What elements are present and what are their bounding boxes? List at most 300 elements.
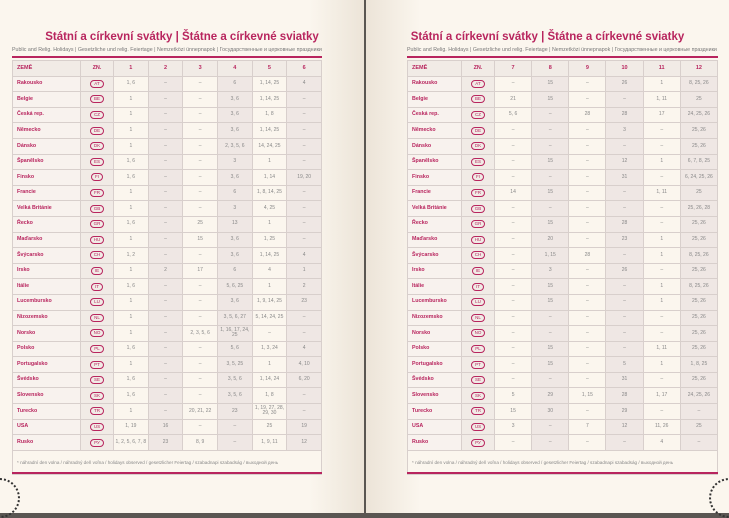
- holiday-days: –: [495, 357, 532, 373]
- holiday-days: –: [148, 201, 183, 217]
- holiday-days: 25, 26: [680, 310, 717, 326]
- holiday-days: –: [495, 372, 532, 388]
- country-name: Polsko: [13, 341, 81, 357]
- holiday-days: –: [643, 372, 680, 388]
- table-row: [13, 404, 322, 420]
- table-row: [408, 388, 718, 404]
- holiday-days: 1: [252, 357, 287, 373]
- holiday-days: 3, 6: [217, 92, 252, 108]
- holiday-days: –: [680, 404, 717, 420]
- table-row: [13, 185, 322, 201]
- table-row: [408, 372, 718, 388]
- holiday-days: 25, 26: [680, 326, 717, 342]
- footnote-row: [13, 450, 322, 474]
- holiday-days: 1: [643, 279, 680, 295]
- col-code: ZN.: [81, 61, 114, 77]
- table-row: [408, 357, 718, 373]
- holiday-days: –: [606, 201, 643, 217]
- holiday-days: 14, 24, 25: [252, 138, 287, 154]
- holiday-days: –: [183, 388, 218, 404]
- country-code-badge: IE: [91, 267, 103, 275]
- table-row: [13, 154, 322, 170]
- holiday-days: –: [643, 123, 680, 139]
- holiday-days: 1: [252, 154, 287, 170]
- holiday-days: 31: [606, 170, 643, 186]
- holiday-days: –: [495, 123, 532, 139]
- country-code-badge: TR: [471, 407, 485, 415]
- holiday-days: –: [532, 170, 569, 186]
- holiday-days: 1, 25: [252, 232, 287, 248]
- country-code-cell: [81, 294, 114, 310]
- table-row: [408, 107, 718, 123]
- country-code-badge: GR: [471, 220, 486, 228]
- country-code-cell: [81, 248, 114, 264]
- country-code-cell: [462, 201, 495, 217]
- holiday-days: –: [217, 419, 252, 435]
- country-code-cell: [81, 123, 114, 139]
- holiday-days: 1, 15: [532, 248, 569, 264]
- holiday-days: 1: [114, 326, 149, 342]
- holiday-days: 3, 6: [217, 170, 252, 186]
- holiday-days: –: [495, 248, 532, 264]
- country-code-cell: [462, 279, 495, 295]
- holiday-days: –: [287, 138, 322, 154]
- holiday-days: 17: [183, 263, 218, 279]
- holiday-days: 1: [114, 294, 149, 310]
- country-code-badge: DK: [471, 142, 485, 150]
- table-row: [408, 76, 718, 92]
- country-code-badge: LU: [471, 298, 485, 306]
- holiday-days: 3, 6: [217, 123, 252, 139]
- country-name: Turecko: [408, 404, 462, 420]
- table-row: [408, 435, 718, 451]
- country-code-cell: [81, 263, 114, 279]
- table-row: [408, 310, 718, 326]
- country-code-cell: [81, 388, 114, 404]
- holiday-days: –: [183, 185, 218, 201]
- country-code-cell: [462, 123, 495, 139]
- holiday-days: 1, 11: [643, 185, 680, 201]
- country-code-badge: GB: [90, 205, 105, 213]
- holiday-days: –: [532, 310, 569, 326]
- country-name: Řecko: [408, 216, 462, 232]
- holiday-days: 28: [606, 107, 643, 123]
- holiday-days: 1, 2, 5, 6, 7, 8: [114, 435, 149, 451]
- holiday-days: 1, 6: [114, 372, 149, 388]
- holiday-days: –: [532, 123, 569, 139]
- col-month: 8: [532, 61, 569, 77]
- country-name: Irsko: [408, 263, 462, 279]
- country-code-cell: [81, 201, 114, 217]
- col-month: 5: [252, 61, 287, 77]
- holiday-days: 7: [569, 419, 606, 435]
- holiday-days: 1, 9, 14, 25: [252, 294, 287, 310]
- footnote: * náhradní den volna / náhradný deň voľna / holidays observed / gesetzlicher Feiertag / szabadnapi szabadság / выходной день: [13, 450, 322, 474]
- country-name: Turecko: [13, 404, 81, 420]
- holiday-days: 8, 25, 26: [680, 248, 717, 264]
- holiday-days: –: [532, 138, 569, 154]
- holiday-days: 3: [495, 419, 532, 435]
- country-code-cell: [462, 388, 495, 404]
- country-code-badge: PT: [471, 361, 485, 369]
- country-code-badge: BE: [471, 95, 485, 103]
- holiday-days: –: [569, 279, 606, 295]
- holiday-days: 4: [252, 263, 287, 279]
- holiday-days: 1: [287, 263, 322, 279]
- table-row: [408, 326, 718, 342]
- country-code-badge: SE: [90, 376, 104, 384]
- country-name: Finsko: [408, 170, 462, 186]
- country-name: Německo: [408, 123, 462, 139]
- holiday-days: –: [287, 201, 322, 217]
- holiday-days: –: [287, 123, 322, 139]
- holiday-days: 1: [643, 76, 680, 92]
- holiday-days: 1, 14, 25: [252, 123, 287, 139]
- table-row: [408, 248, 718, 264]
- holiday-days: 1, 14, 25: [252, 92, 287, 108]
- holiday-days: –: [680, 435, 717, 451]
- holiday-days: 3, 6: [217, 294, 252, 310]
- decorative-dots: [0, 478, 20, 518]
- holiday-days: 21: [495, 92, 532, 108]
- table-row: [408, 404, 718, 420]
- holiday-days: 4: [287, 341, 322, 357]
- holiday-days: –: [148, 185, 183, 201]
- holiday-days: 3: [217, 154, 252, 170]
- holiday-days: –: [287, 185, 322, 201]
- table-row: [13, 279, 322, 295]
- holiday-days: 3, 5, 6, 27: [217, 310, 252, 326]
- country-code-badge: SE: [471, 376, 485, 384]
- table-row: [13, 123, 322, 139]
- country-code-badge: PL: [471, 345, 485, 353]
- country-code-badge: IT: [91, 283, 103, 291]
- country-code-badge: FR: [471, 189, 485, 197]
- holiday-days: –: [495, 76, 532, 92]
- holiday-days: 23: [148, 435, 183, 451]
- country-code-badge: BE: [90, 95, 104, 103]
- country-code-badge: TR: [90, 407, 104, 415]
- holiday-days: –: [495, 263, 532, 279]
- country-code-badge: LU: [90, 298, 104, 306]
- holiday-days: 1, 14, 25: [252, 76, 287, 92]
- divider: [407, 472, 718, 474]
- holiday-days: –: [569, 170, 606, 186]
- country-code-badge: PL: [90, 345, 104, 353]
- table-row: [408, 92, 718, 108]
- holiday-days: –: [148, 294, 183, 310]
- table-row: [13, 232, 322, 248]
- holiday-days: –: [495, 294, 532, 310]
- holiday-days: 19: [287, 419, 322, 435]
- holiday-days: 25, 26: [680, 216, 717, 232]
- holiday-days: –: [495, 201, 532, 217]
- holiday-days: 1, 19: [114, 419, 149, 435]
- holiday-days: –: [287, 154, 322, 170]
- holiday-days: –: [569, 123, 606, 139]
- holiday-days: 12: [606, 419, 643, 435]
- holiday-days: –: [606, 279, 643, 295]
- table-row: [408, 154, 718, 170]
- holiday-days: –: [217, 435, 252, 451]
- country-code-badge: NO: [471, 329, 486, 337]
- holiday-days: 2, 3, 5, 6: [217, 138, 252, 154]
- holiday-days: –: [148, 92, 183, 108]
- holiday-days: –: [643, 170, 680, 186]
- country-code-badge: FR: [90, 189, 104, 197]
- country-name: Francie: [13, 185, 81, 201]
- country-code-badge: SK: [90, 392, 104, 400]
- country-name: Lucembursko: [408, 294, 462, 310]
- holiday-days: –: [569, 435, 606, 451]
- holiday-days: 3, 5, 6: [217, 372, 252, 388]
- country-code-cell: [462, 185, 495, 201]
- country-name: USA: [13, 419, 81, 435]
- country-code-cell: [462, 341, 495, 357]
- holiday-days: –: [606, 310, 643, 326]
- country-code-badge: DE: [90, 127, 104, 135]
- holiday-days: –: [287, 326, 322, 342]
- holiday-days: –: [532, 419, 569, 435]
- holiday-days: 17: [643, 107, 680, 123]
- holiday-days: 3: [532, 263, 569, 279]
- holiday-days: 1: [114, 201, 149, 217]
- holiday-days: 6, 7, 8, 25: [680, 154, 717, 170]
- country-code-cell: [462, 76, 495, 92]
- left-page: [0, 0, 364, 513]
- table-row: [13, 201, 322, 217]
- holiday-days: –: [148, 341, 183, 357]
- country-name: Nizozemsko: [13, 310, 81, 326]
- holiday-days: 3: [217, 201, 252, 217]
- holiday-days: –: [148, 123, 183, 139]
- holiday-days: –: [643, 216, 680, 232]
- holiday-days: 4, 10: [287, 357, 322, 373]
- holiday-days: –: [183, 107, 218, 123]
- col-month: 7: [495, 61, 532, 77]
- holiday-days: 1: [643, 357, 680, 373]
- holiday-days: –: [495, 435, 532, 451]
- table-row: [408, 185, 718, 201]
- country-name: Švédsko: [408, 372, 462, 388]
- holiday-days: –: [495, 170, 532, 186]
- holiday-days: –: [569, 294, 606, 310]
- country-code-cell: [81, 357, 114, 373]
- holiday-days: 15: [532, 341, 569, 357]
- country-code-cell: [81, 92, 114, 108]
- holiday-days: –: [532, 326, 569, 342]
- holiday-days: –: [183, 76, 218, 92]
- holiday-days: 26: [606, 263, 643, 279]
- table-row: [408, 216, 718, 232]
- country-code-badge: CZ: [471, 111, 485, 119]
- holiday-days: 1, 15: [569, 388, 606, 404]
- holiday-days: 15: [532, 185, 569, 201]
- holiday-days: –: [606, 92, 643, 108]
- country-code-badge: NL: [90, 314, 104, 322]
- holiday-days: 28: [569, 248, 606, 264]
- holiday-days: –: [183, 248, 218, 264]
- table-row: [13, 388, 322, 404]
- holiday-days: –: [183, 123, 218, 139]
- holiday-days: 1, 16, 17, 24, 25: [217, 326, 252, 342]
- country-name: USA: [408, 419, 462, 435]
- country-code-badge: US: [471, 423, 485, 431]
- table-row: [13, 248, 322, 264]
- country-code-cell: [81, 419, 114, 435]
- country-name: Německo: [13, 123, 81, 139]
- holiday-days: 1, 6: [114, 279, 149, 295]
- country-code-cell: [462, 138, 495, 154]
- holiday-days: 1, 17: [643, 388, 680, 404]
- country-code-cell: [462, 248, 495, 264]
- holiday-days: 1: [643, 294, 680, 310]
- holiday-days: 3, 6: [217, 107, 252, 123]
- holiday-days: –: [183, 279, 218, 295]
- holiday-days: –: [569, 216, 606, 232]
- table-row: [13, 138, 322, 154]
- holiday-days: 2: [148, 263, 183, 279]
- table-row: [13, 357, 322, 373]
- country-code-badge: CH: [471, 251, 486, 259]
- holiday-days: 1: [114, 185, 149, 201]
- country-name: Rakousko: [408, 76, 462, 92]
- holiday-days: 25, 26: [680, 232, 717, 248]
- holiday-days: 25, 26, 28: [680, 201, 717, 217]
- holiday-days: –: [183, 170, 218, 186]
- holiday-days: 1, 9, 11: [252, 435, 287, 451]
- country-name: Portugalsko: [13, 357, 81, 373]
- holiday-days: 14: [495, 185, 532, 201]
- country-name: Francie: [408, 185, 462, 201]
- holiday-days: 1, 19, 27, 28, 29, 30: [252, 404, 287, 420]
- country-name: Norsko: [408, 326, 462, 342]
- country-name: Švýcarsko: [13, 248, 81, 264]
- col-month: 9: [569, 61, 606, 77]
- holiday-days: 15: [532, 294, 569, 310]
- holiday-days: –: [569, 92, 606, 108]
- holiday-days: 5, 6, 25: [217, 279, 252, 295]
- country-code-badge: AT: [471, 80, 484, 88]
- holiday-days: 5: [606, 357, 643, 373]
- holidays-table-jan-jun: [12, 60, 322, 475]
- holiday-days: 24, 25, 26: [680, 107, 717, 123]
- holiday-days: –: [643, 263, 680, 279]
- holiday-days: 29: [606, 404, 643, 420]
- holiday-days: 1: [252, 279, 287, 295]
- country-code-cell: [81, 310, 114, 326]
- holiday-days: 25, 26: [680, 263, 717, 279]
- holiday-days: –: [183, 294, 218, 310]
- holiday-days: –: [183, 138, 218, 154]
- country-code-badge: NO: [90, 329, 105, 337]
- holiday-days: 25, 26: [680, 138, 717, 154]
- country-code-cell: [81, 404, 114, 420]
- holiday-days: 1, 11: [643, 92, 680, 108]
- holiday-days: –: [495, 310, 532, 326]
- country-code-cell: [81, 372, 114, 388]
- holiday-days: 11, 26: [643, 419, 680, 435]
- table-row: [408, 232, 718, 248]
- col-month: 3: [183, 61, 218, 77]
- holiday-days: –: [148, 372, 183, 388]
- page-subtitle: Public and Relig. Holidays | Gesetzliche und relig. Feiertage | Nemzetközi ünnepnapok | Государственные и церковные праздники: [12, 47, 322, 53]
- holiday-days: –: [606, 341, 643, 357]
- divider: [12, 56, 322, 58]
- holiday-days: –: [148, 310, 183, 326]
- holiday-days: –: [569, 185, 606, 201]
- country-code-cell: [462, 263, 495, 279]
- holiday-days: –: [643, 201, 680, 217]
- holiday-days: 25: [680, 419, 717, 435]
- col-country: ZEMĚ: [13, 61, 81, 77]
- holiday-days: –: [148, 326, 183, 342]
- holiday-days: 5, 6: [217, 341, 252, 357]
- holiday-days: 29: [532, 388, 569, 404]
- holiday-days: 15: [532, 154, 569, 170]
- holiday-days: 15: [532, 92, 569, 108]
- holiday-days: –: [606, 326, 643, 342]
- holiday-days: –: [287, 232, 322, 248]
- table-row: [408, 138, 718, 154]
- table-row: [13, 107, 322, 123]
- holiday-days: 19, 20: [287, 170, 322, 186]
- holiday-days: 5, 6: [495, 107, 532, 123]
- holiday-days: 1, 8, 25: [680, 357, 717, 373]
- holiday-days: 3, 6: [217, 232, 252, 248]
- holiday-days: –: [287, 92, 322, 108]
- country-code-cell: [462, 294, 495, 310]
- footnote-row: [408, 450, 718, 474]
- holiday-days: 28: [569, 107, 606, 123]
- country-code-cell: [462, 357, 495, 373]
- country-code-cell: [462, 92, 495, 108]
- holiday-days: 1, 6: [114, 76, 149, 92]
- holiday-days: 1, 6: [114, 216, 149, 232]
- country-code-cell: [81, 107, 114, 123]
- holiday-days: –: [252, 326, 287, 342]
- holiday-days: –: [148, 216, 183, 232]
- holiday-days: 3: [606, 123, 643, 139]
- country-code-cell: [81, 326, 114, 342]
- table-row: [13, 435, 322, 451]
- holiday-days: –: [183, 92, 218, 108]
- holiday-days: –: [532, 107, 569, 123]
- holiday-days: –: [569, 154, 606, 170]
- holiday-days: 15: [532, 279, 569, 295]
- holiday-days: –: [606, 185, 643, 201]
- holiday-days: 25, 26: [680, 294, 717, 310]
- holiday-days: 1: [114, 232, 149, 248]
- holiday-days: –: [606, 248, 643, 264]
- holiday-days: 1, 6: [114, 154, 149, 170]
- country-code-cell: [81, 185, 114, 201]
- country-code-badge: IT: [472, 283, 484, 291]
- country-name: Maďarsko: [408, 232, 462, 248]
- header-row: [13, 61, 322, 77]
- table-row: [408, 123, 718, 139]
- table-row: [13, 263, 322, 279]
- country-code-cell: [462, 107, 495, 123]
- holiday-days: 6, 20: [287, 372, 322, 388]
- holiday-days: 31: [606, 372, 643, 388]
- country-code-badge: NL: [471, 314, 485, 322]
- holiday-days: –: [287, 404, 322, 420]
- country-name: Itálie: [13, 279, 81, 295]
- table-row: [13, 92, 322, 108]
- country-code-badge: HU: [90, 236, 105, 244]
- holiday-days: 12: [606, 154, 643, 170]
